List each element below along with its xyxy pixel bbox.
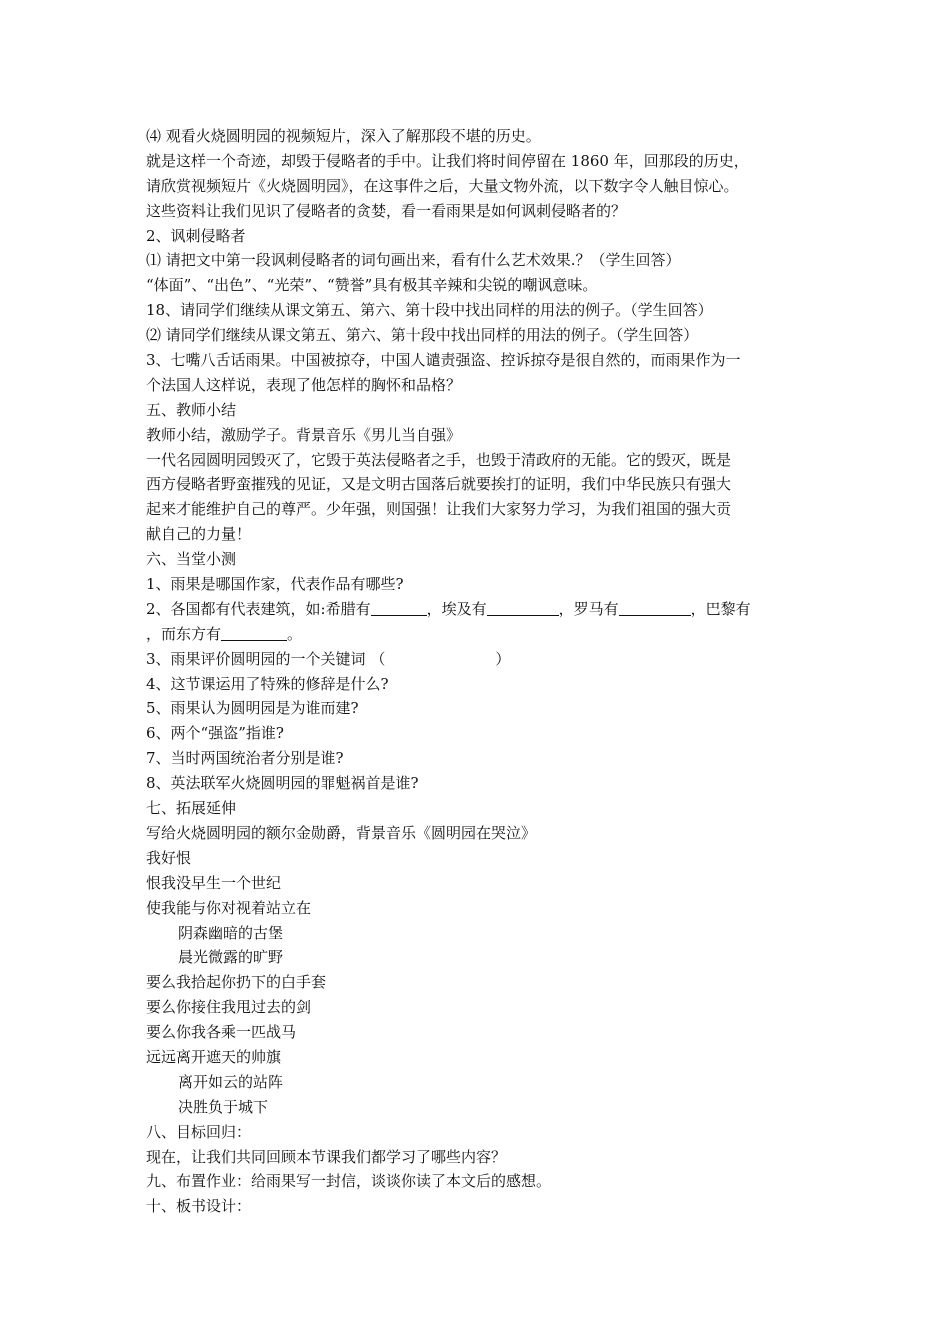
- quiz-question: 8、英法联军火烧圆明园的罪魁祸首是谁?: [146, 774, 419, 793]
- poem-line: 使我能与你对视着站立在: [146, 898, 312, 917]
- q2-text: ，巴黎有: [690, 599, 751, 618]
- text-line: ⑷ 观看火烧圆明园的视频短片，深入了解那段不堪的历史。: [146, 127, 541, 145]
- text-line: 教师小结，激励学子。背景音乐《男儿当自强》: [146, 425, 462, 444]
- section-heading: 八、目标回归：: [146, 1122, 252, 1141]
- text-line: 起来才能维护自己的尊严。少年强，则国强！让我们大家努力学习，为我们祖国的强大贡: [146, 500, 732, 519]
- q2-text: ，罗马有: [558, 599, 619, 618]
- q2-text: 。: [287, 624, 303, 643]
- poem-line: 我好恨: [146, 848, 192, 867]
- document-body: [146, 124, 816, 1219]
- poem-line-indented: 离开如云的站阵: [178, 1072, 284, 1091]
- poem-line: 要么你我各乘一匹战马: [146, 1023, 297, 1042]
- poem-line-indented: 晨光微露的旷野: [178, 948, 284, 967]
- text-line: 写给火烧圆明园的额尔金勋爵，背景音乐《圆明园在哭泣》: [146, 823, 537, 842]
- text-line: ⑵ 请同学们继续从课文第五、第六、第十段中找出同样的用法的例子。（学生回答）: [146, 326, 699, 345]
- poem-line-indented: 阴森幽暗的古堡: [178, 923, 284, 942]
- poem-line-indented: 决胜负于城下: [178, 1097, 269, 1116]
- text-line: 个法国人这样说，表现了他怎样的胸怀和品格？: [146, 375, 462, 394]
- text-line: 3、七嘴八舌话雨果。中国被掠夺，中国人谴责强盗、控诉掠夺是很自然的，而雨果作为一: [146, 351, 741, 370]
- poem-line: 远远离开遮天的帅旗: [146, 1047, 282, 1066]
- text-line: “体面”、“出色”、“光荣”、“赞誉”具有极其辛辣和尖锐的嘲讽意味。: [146, 276, 598, 295]
- quiz-question: 7、当时两国统治者分别是谁?: [146, 749, 344, 768]
- fill-blank[interactable]: [221, 625, 287, 641]
- text-line: 现在，让我们共同回顾本节课我们都学习了哪些内容？: [146, 1147, 507, 1166]
- quiz-question-2-cont: [146, 622, 816, 647]
- quiz-question: 4、这节课运用了特殊的修辞是什么?: [146, 674, 389, 693]
- section-heading: 九、布置作业：给雨果写一封信，谈谈你读了本文后的感想。: [146, 1172, 552, 1191]
- text-line: 请欣赏视频短片《火烧圆明园》，在这事件之后，大量文物外流，以下数字令人触目惊心。: [146, 176, 739, 195]
- quiz-question: 5、雨果认为圆明园是为谁而建?: [146, 699, 359, 718]
- fill-blank[interactable]: [487, 600, 559, 616]
- q2-text: ，而东方有: [146, 624, 222, 643]
- q2-text: 2、各国都有代表建筑，如:希腊有: [146, 599, 371, 618]
- text-line: 这些资料让我们见识了侵略者的贪婪，看一看雨果是如何讽刺侵略者的？: [146, 201, 627, 220]
- poem-line: 要么我拾起你扔下的白手套: [146, 973, 327, 992]
- poem-line: 要么你接住我甩过去的剑: [146, 998, 312, 1017]
- section-heading: 七、拓展延伸: [146, 799, 237, 818]
- quiz-question: 1、雨果是哪国作家，代表作品有哪些?: [146, 575, 404, 594]
- fill-blank[interactable]: [371, 600, 427, 616]
- text-line: 西方侵略者野蛮摧残的见证，又是文明古国落后就要挨打的证明，我们中华民族只有强大: [146, 475, 732, 494]
- quiz-question: 6、两个“强盗”指谁?: [146, 724, 284, 743]
- text-line: 献自己的力量！: [146, 525, 252, 544]
- q2-text: ，埃及有: [426, 599, 487, 618]
- section-heading: 十、板书设计：: [146, 1197, 252, 1216]
- fill-blank[interactable]: [619, 600, 691, 616]
- section-heading: 五、教师小结: [146, 400, 237, 419]
- section-heading: 2、讽刺侵略者: [146, 226, 246, 245]
- text-line: ⑴ 请把文中第一段讽刺侵略者的词句画出来，看有什么艺术效果.？（学生回答）: [146, 251, 681, 270]
- quiz-question-3: [146, 647, 816, 672]
- poem-line: 恨我没早生一个世纪: [146, 873, 282, 892]
- q3-text: 3、雨果评价圆明园的一个关键词 （: [146, 649, 386, 668]
- q3-text: ）: [495, 649, 511, 668]
- text-line: 18、请同学们继续从课文第五、第六、第十段中找出同样的用法的例子。（学生回答）: [146, 301, 713, 320]
- text-line: 一代名园圆明园毁灭了，它毁于英法侵略者之手，也毁于清政府的无能。它的毁灭，既是: [146, 450, 732, 469]
- text-line: 就是这样一个奇迹，却毁于侵略者的手中。让我们将时间停留在 1860 年，回那段的历史，: [146, 151, 749, 170]
- quiz-question-2: [146, 597, 816, 622]
- section-heading: 六、当堂小测: [146, 550, 237, 569]
